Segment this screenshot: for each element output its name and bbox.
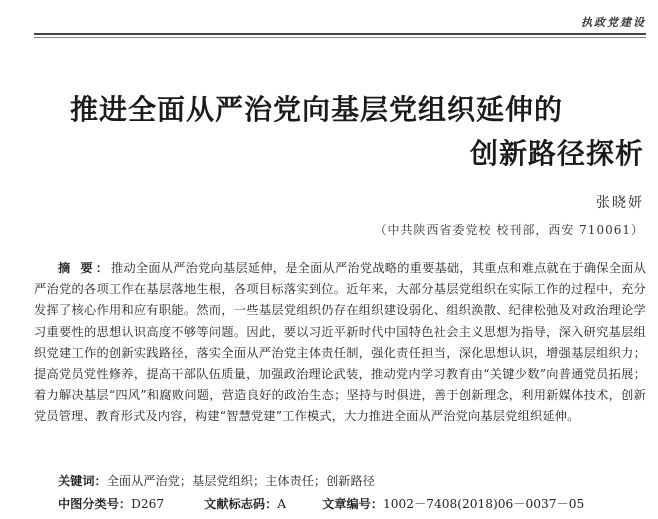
- article-number: [322, 495, 584, 513]
- keywords-text: 全面从严治党；基层党组织；主体责任；创新路径: [106, 474, 375, 488]
- article-title-line1: 推进全面从严治党向基层党组织延伸的: [70, 93, 564, 126]
- doc-code-value: A: [277, 497, 287, 511]
- classification-line: [58, 495, 646, 513]
- abstract-text: 推动全面从严治党向基层延伸，是全面从严治党战略的重要基础，其重点和难点就在于确保全面从严治党的各项工作在基层落地生根，各项目标落实到位。近年来，大部分基层党组织在实际工作的过程中，充分发挥了核心作用和应有职能。然而，一些基层党组织仍存在组织建设弱化、组织涣散、纪律松弛及对政治理论学习重要性的思想认识高度不够等问题。因此，要以习近平新时代中国特色社会主义思想为指导，深入研究基层组织党建工作的创新实践路径，落实全面从严治党主体责任制，强化责任担当，深化思想认识，增强基层组织力；提高党员党性修养，提高干部队伍质量，加强政治理论武装，推动党内学习教育由“关键少数”向普通党员拓展；着力解决基层“四风”和腐败问题，营造良好的政治生态；坚持与时俱进，善于创新理念，利用新媒体技术，创新党员管理、教育形式及内容，构建“智慧党建”工作模式，大力推进全面从严治党向基层党组织延伸。: [34, 261, 646, 424]
- article-title: [40, 88, 644, 176]
- column-label: 执政党建设: [581, 16, 646, 29]
- document-code: [204, 495, 286, 513]
- clc-value: D267: [131, 497, 165, 511]
- clc-label: 中图分类号：: [58, 497, 132, 511]
- article-no-label: 文章编号：: [322, 497, 384, 511]
- clc-number: [58, 495, 164, 513]
- article-no-value: 1002－7408(2018)06－0037－05: [383, 497, 585, 511]
- author-name: 张晓妍: [596, 195, 644, 211]
- article-title-line2: 创新路径探析: [469, 137, 644, 170]
- doc-code-label: 文献标志码：: [204, 497, 278, 511]
- abstract: [34, 258, 646, 428]
- keywords: [58, 472, 646, 490]
- keywords-label: 关键词：: [58, 474, 107, 488]
- header-rule: [34, 33, 646, 38]
- author-affiliation: （中共陕西省委党校 校刊部，西安 710061）: [374, 223, 644, 237]
- abstract-label: 摘 要：: [58, 261, 112, 275]
